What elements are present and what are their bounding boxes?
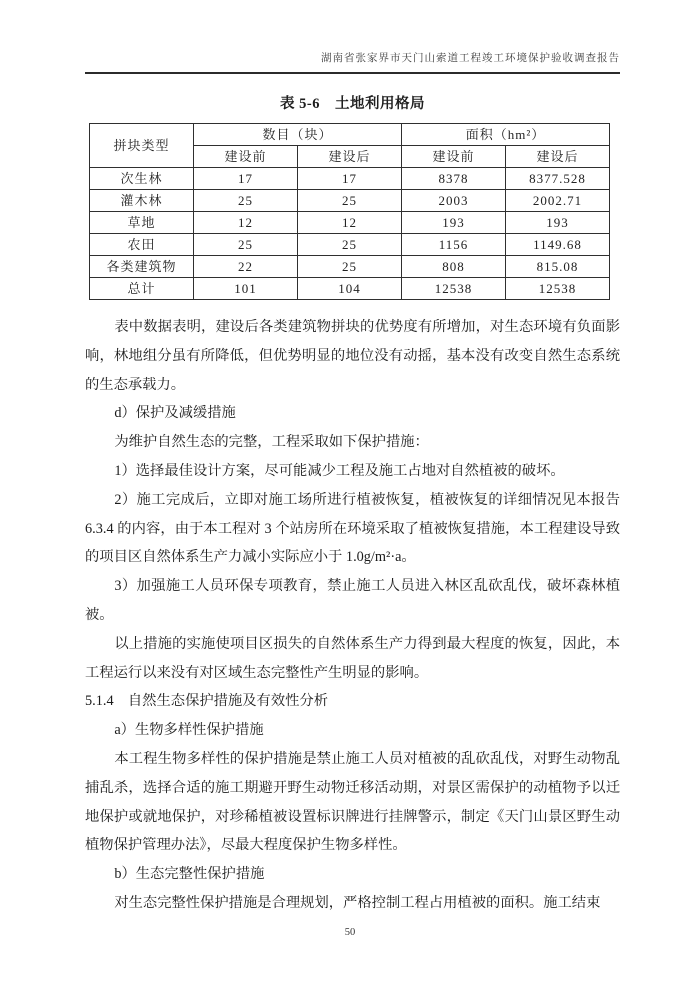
cell-type: 灌木林 bbox=[90, 190, 194, 212]
cell-area-before: 1156 bbox=[402, 234, 506, 256]
table-row bbox=[90, 212, 610, 234]
paragraph-measure-3: 3）加强施工人员环保专项教育，禁止施工人员进入林区乱砍乱伐，破坏森林植被。 bbox=[85, 578, 620, 623]
paragraph-eco-integrity-measures: 对生态完整性保护措施是合理规划，严格控制工程占用植被的面积。施工结束 bbox=[114, 894, 601, 911]
header-cell-patch-type: 拼块类型 bbox=[90, 124, 194, 168]
cell-count-after: 104 bbox=[298, 278, 402, 300]
cell-count-before: 25 bbox=[194, 190, 298, 212]
subheading-d-protection-measures: d）保护及减缓措施 bbox=[114, 405, 236, 422]
cell-count-after: 25 bbox=[298, 256, 402, 278]
cell-area-after: 815.08 bbox=[506, 256, 610, 278]
subheading-a-biodiversity: a）生物多样性保护措施 bbox=[114, 722, 264, 739]
paragraph-measure-1: 1）选择最佳设计方案，尽可能减少工程及施工占地对自然植被的破坏。 bbox=[114, 462, 565, 479]
cell-area-before: 2003 bbox=[402, 190, 506, 212]
paragraph-biodiversity-measures: 本工程生物多样性的保护措施是禁止施工人员对植被的乱砍乱伐，对野生动物乱捕乱杀，选择合适的施工期避开野生动物迁移活动期，对景区需保护的动植物予以迁地保护或就地保护，对珍稀植被设置标识牌进行挂牌警示，制定《天门山景区野生动植物保护管理办法》，尽最大程度保护生物多样性。 bbox=[85, 750, 620, 854]
cell-area-after: 1149.68 bbox=[506, 234, 610, 256]
cell-count-after: 25 bbox=[298, 190, 402, 212]
table-row bbox=[90, 234, 610, 256]
cell-type: 各类建筑物 bbox=[90, 256, 194, 278]
header-cell-area-before: 建设前 bbox=[402, 146, 506, 168]
cell-area-after: 193 bbox=[506, 212, 610, 234]
section-heading-5-1-4: 5.1.4 自然生态保护措施及有效性分析 bbox=[85, 693, 329, 710]
cell-count-before: 22 bbox=[194, 256, 298, 278]
cell-count-after: 12 bbox=[298, 212, 402, 234]
page-number: 50 bbox=[344, 927, 356, 938]
paragraph-table-summary: 表中数据表明，建设后各类建筑物拼块的优势度有所增加，对生态环境有负面影响，林地组分虽有所降低，但优势明显的地位没有动摇，基本没有改变自然生态系统的生态承载力。 bbox=[85, 319, 620, 393]
cell-type: 总计 bbox=[90, 278, 194, 300]
table-row bbox=[90, 168, 610, 190]
cell-count-before: 101 bbox=[194, 278, 298, 300]
running-header bbox=[85, 50, 620, 74]
cell-type: 农田 bbox=[90, 234, 194, 256]
paragraph-measures-intro: 为维护自然生态的完整，工程采取如下保护措施： bbox=[114, 434, 429, 451]
body-text bbox=[85, 313, 620, 918]
table-header-row-1 bbox=[90, 124, 610, 146]
header-cell-area-after: 建设后 bbox=[506, 146, 610, 168]
cell-type: 次生林 bbox=[90, 168, 194, 190]
cell-area-before: 193 bbox=[402, 212, 506, 234]
cell-count-after: 17 bbox=[298, 168, 402, 190]
paragraph-measure-2: 2）施工完成后，立即对施工场所进行植被恢复，植被恢复的详细情况见本报告 6.3.4 的内容，由于本工程对 3 个站房所在环境采取了植被恢复措施，本工程建设导致的项目区自然体系生产力减小实际应小于 1.0g/m²·a。 bbox=[85, 491, 620, 566]
running-header-title: 湖南省张家界市天门山索道工程竣工环境保护验收调查报告 bbox=[321, 53, 620, 64]
land-use-table bbox=[89, 123, 610, 300]
cell-area-after: 12538 bbox=[506, 278, 610, 300]
table-row bbox=[90, 190, 610, 212]
cell-area-before: 8378 bbox=[402, 168, 506, 190]
cell-area-before: 808 bbox=[402, 256, 506, 278]
header-cell-area-group: 面积（hm²） bbox=[402, 124, 610, 146]
page-footer bbox=[0, 927, 700, 938]
cell-count-after: 25 bbox=[298, 234, 402, 256]
header-cell-count-after: 建设后 bbox=[298, 146, 402, 168]
cell-type: 草地 bbox=[90, 212, 194, 234]
header-cell-count-group: 数目（块） bbox=[194, 124, 402, 146]
header-cell-count-before: 建设前 bbox=[194, 146, 298, 168]
subheading-b-eco-integrity: b）生态完整性保护措施 bbox=[114, 866, 265, 883]
table-caption: 表 5-6 土地利用格局 bbox=[280, 96, 425, 112]
table-row-total bbox=[90, 278, 610, 300]
page-content bbox=[85, 90, 620, 918]
cell-count-before: 17 bbox=[194, 168, 298, 190]
paragraph-measures-conclusion: 以上措施的实施使项目区损失的自然体系生产力得到最大程度的恢复，因此，本工程运行以来没有对区域生态完整性产生明显的影响。 bbox=[85, 635, 620, 681]
cell-area-after: 8377.528 bbox=[506, 168, 610, 190]
cell-count-before: 12 bbox=[194, 212, 298, 234]
table-row bbox=[90, 256, 610, 278]
cell-area-before: 12538 bbox=[402, 278, 506, 300]
cell-area-after: 2002.71 bbox=[506, 190, 610, 212]
cell-count-before: 25 bbox=[194, 234, 298, 256]
